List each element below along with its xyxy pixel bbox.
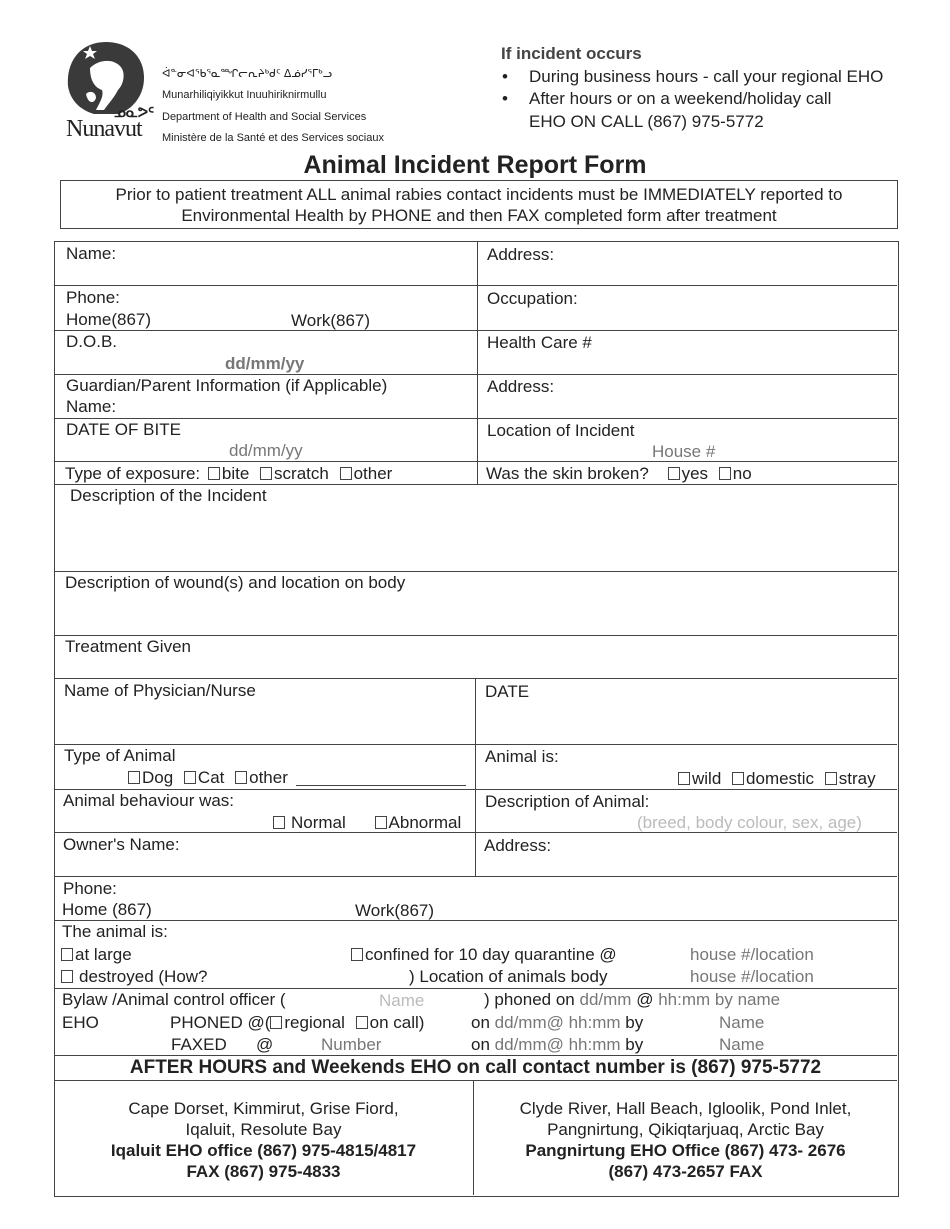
cat-label: Cat [197,768,225,787]
animal-type-options [128,768,288,788]
destroyed-checkbox[interactable] [61,970,73,983]
confined-label: confined for 10 day quarantine @ [365,945,617,964]
behaviour-label: Animal behaviour was: [63,791,235,810]
bylaw-by-name-hint: by name [714,990,781,1009]
stray-label: stray [838,769,876,788]
eho-faxed-datetime-hint: dd/mm@ hh:mm [494,1035,621,1054]
fax-number-hint: Number [321,1035,382,1054]
quarantine-location-hint: house #/location [690,945,814,964]
form-title: Animal Incident Report Form [303,151,647,179]
owner-work-phone-field[interactable]: Work(867) [355,901,435,920]
eho-regional-label: regional [284,1013,345,1032]
occupation-field[interactable]: Occupation: [487,289,578,308]
date-of-bite-field[interactable]: DATE OF BITE [66,420,181,439]
animal-description-field[interactable]: Description of Animal: [485,792,650,811]
bylaw-at-symbol: @ [636,990,654,1009]
body-location-hint: house #/location [690,967,814,986]
org-french: Ministère de la Santé et des Services sociaux [162,132,384,144]
normal-label: Normal [291,813,346,832]
animal-is-options [678,769,876,789]
eho-faxed-datetime [471,1035,643,1055]
wild-label: wild [692,769,722,788]
org-syllabics: ᐋᓐᓂᐊᖃᕐᓇᙱᓕᕆᔨᒃᑯᑦ ᐃᓅᓯᕐᒥᒃᓗ [162,68,332,80]
nunavut-logo [60,38,155,144]
work-phone-field[interactable]: Work(867) [291,311,371,330]
other-animal-label: other [249,768,288,787]
bylaw-officer-name-hint: Name [379,991,425,1010]
exposure-scratch-checkbox[interactable] [260,467,272,480]
pangnirtung-eho-fax: (867) 473-2657 FAX [608,1162,763,1181]
eho-on-call-checkbox[interactable] [356,1016,368,1029]
eho-phoned-row [170,1013,424,1033]
home-phone-field[interactable]: Home(867) [66,310,152,329]
domestic-checkbox[interactable] [732,772,744,785]
eho-label: EHO [62,1013,99,1032]
exposure-scratch-label: scratch [274,464,329,483]
physician-field[interactable]: Name of Physician/Nurse [64,681,256,700]
skin-broken-row [486,464,752,484]
notice-box [60,180,898,229]
animal-status-label: The animal is: [62,922,168,941]
eho-on-call-label: on call) [369,1013,425,1032]
pangnirtung-communities-line-2: Pangnirtung, Qikiqtarjuaq, Arctic Bay [547,1120,824,1139]
bylaw-phoned-label: ) phoned on [484,990,575,1009]
eho-by-label-2: by [625,1035,644,1054]
at-large-checkbox[interactable] [61,948,73,961]
eho-on-call-line: EHO ON CALL (867) 975-5772 [529,112,764,131]
eho-phoned-name-hint: Name [719,1013,765,1032]
animal-description-hint: (breed, body colour, sex, age) [637,813,862,832]
exposure-other-checkbox[interactable] [340,467,352,480]
iqaluit-eho-office-phone: Iqaluit EHO office (867) 975-4815/4817 [110,1141,417,1160]
owner-phone-label: Phone: [63,879,117,898]
exposure-type-row [65,464,392,484]
normal-checkbox[interactable] [273,816,285,829]
dog-label: Dog [142,768,174,787]
exposure-type-label: Type of exposure: [65,464,201,483]
wild-checkbox[interactable] [678,772,690,785]
iqaluit-eho-fax: FAX (867) 975-4833 [186,1162,341,1181]
guardian-name-field[interactable]: Name: [66,397,117,416]
pangnirtung-eho-office-phone: Pangnirtung EHO Office (867) 473- 2676 [525,1141,846,1160]
owner-home-phone-field[interactable]: Home (867) [62,900,152,919]
org-inuinnaqtun: Munarhiliqiyikkut Inuuhiriknirmullu [162,89,327,101]
incident-instruction-item: • During business hours - call your regional EHO [500,66,883,88]
health-care-field[interactable]: Health Care # [487,333,592,352]
animal-type-label: Type of Animal [64,746,176,765]
location-field[interactable]: Location of Incident [487,421,635,440]
guardian-label: Guardian/Parent Information (if Applicable) [66,376,388,395]
eho-by-label: by [625,1013,644,1032]
eho-phoned-datetime [471,1013,643,1033]
logo-syllabics: ᓄᓇᕗᑦ [114,104,155,120]
behaviour-options [273,813,461,833]
address-field[interactable]: Address: [487,245,555,264]
owner-address-field[interactable]: Address: [484,836,552,855]
bylaw-date-hint: dd/mm [579,990,632,1009]
abnormal-label: Abnormal [388,813,462,832]
logo-wordmark: Nunavut [66,116,142,142]
date-of-bite-hint: dd/mm/yy [229,441,303,460]
pangnirtung-region-contacts [474,1098,897,1182]
destroyed-label: destroyed (How? [79,967,208,986]
eho-phoned-datetime-hint: dd/mm@ hh:mm [494,1013,621,1032]
eho-faxed-name-hint: Name [719,1035,765,1054]
eho-regional-checkbox[interactable] [270,1016,282,1029]
pangnirtung-communities-line-1: Clyde River, Hall Beach, Igloolik, Pond Inlet, [519,1099,852,1118]
confined-option [351,945,617,965]
eho-on-label: on [471,1013,490,1032]
animal-is-label: Animal is: [485,747,559,766]
skin-broken-label: Was the skin broken? [486,464,649,483]
incident-description-field[interactable]: Description of the Incident [70,486,267,505]
incident-instructions-title: If incident occurs [501,44,642,63]
phone-label: Phone: [66,288,120,307]
cat-checkbox[interactable] [184,771,196,784]
confined-checkbox[interactable] [351,948,363,961]
notice-line-1: Prior to patient treatment ALL animal rabies contact incidents must be IMMEDIATELY reported to [115,185,843,204]
dob-format-hint: dd/mm/yy [225,354,305,373]
at-large-option [61,945,132,965]
at-large-label: at large [75,945,132,964]
iqaluit-communities-line-1: Cape Dorset, Kimmirut, Grise Fiord, [128,1099,399,1118]
name-field[interactable]: Name: [66,244,117,263]
incident-instructions-list [500,66,883,110]
exposure-bite-label: bite [221,464,250,483]
destroyed-option [61,967,208,987]
skin-broken-no-checkbox[interactable] [719,467,731,480]
other-animal-checkbox[interactable] [235,771,247,784]
faxed-at-symbol: @ [256,1035,274,1054]
treatment-field[interactable]: Treatment Given [65,637,191,656]
treatment-date-field[interactable]: DATE [485,682,530,701]
eho-on-label-2: on [471,1035,490,1054]
notice-line-2: Environmental Health by PHONE and then FAX completed form after treatment [181,206,777,225]
skin-broken-no-label: no [732,464,752,483]
domestic-label: domestic [746,769,815,788]
faxed-label: FAXED [171,1035,227,1054]
incident-instruction-item: • After hours or on a weekend/holiday call [500,88,883,110]
house-number-hint: House # [652,442,716,461]
skin-broken-yes-label: yes [681,464,709,483]
iqaluit-communities-line-2: Iqaluit, Resolute Bay [185,1120,342,1139]
bylaw-phoned-row [484,990,780,1010]
eho-phoned-label: PHONED @( [170,1013,271,1032]
guardian-address-field[interactable]: Address: [487,377,555,396]
dog-checkbox[interactable] [128,771,140,784]
dob-field[interactable]: D.O.B. [66,332,118,351]
org-english: Department of Health and Social Services [162,111,367,123]
abnormal-checkbox[interactable] [375,816,387,829]
stray-checkbox[interactable] [825,772,837,785]
exposure-other-label: other [353,464,393,483]
after-hours-banner: AFTER HOURS and Weekends EHO on call contact number is (867) 975-5772 [129,1057,822,1078]
body-location-label: ) Location of animals body [409,967,608,986]
bylaw-officer-label: Bylaw /Animal control officer ( [62,990,286,1009]
bylaw-time-hint: hh:mm [658,990,711,1009]
iqaluit-region-contacts [54,1098,473,1182]
skin-broken-yes-checkbox[interactable] [668,467,680,480]
exposure-bite-checkbox[interactable] [208,467,220,480]
wound-description-field[interactable]: Description of wound(s) and location on body [65,573,406,592]
owner-name-field[interactable]: Owner's Name: [63,835,180,854]
